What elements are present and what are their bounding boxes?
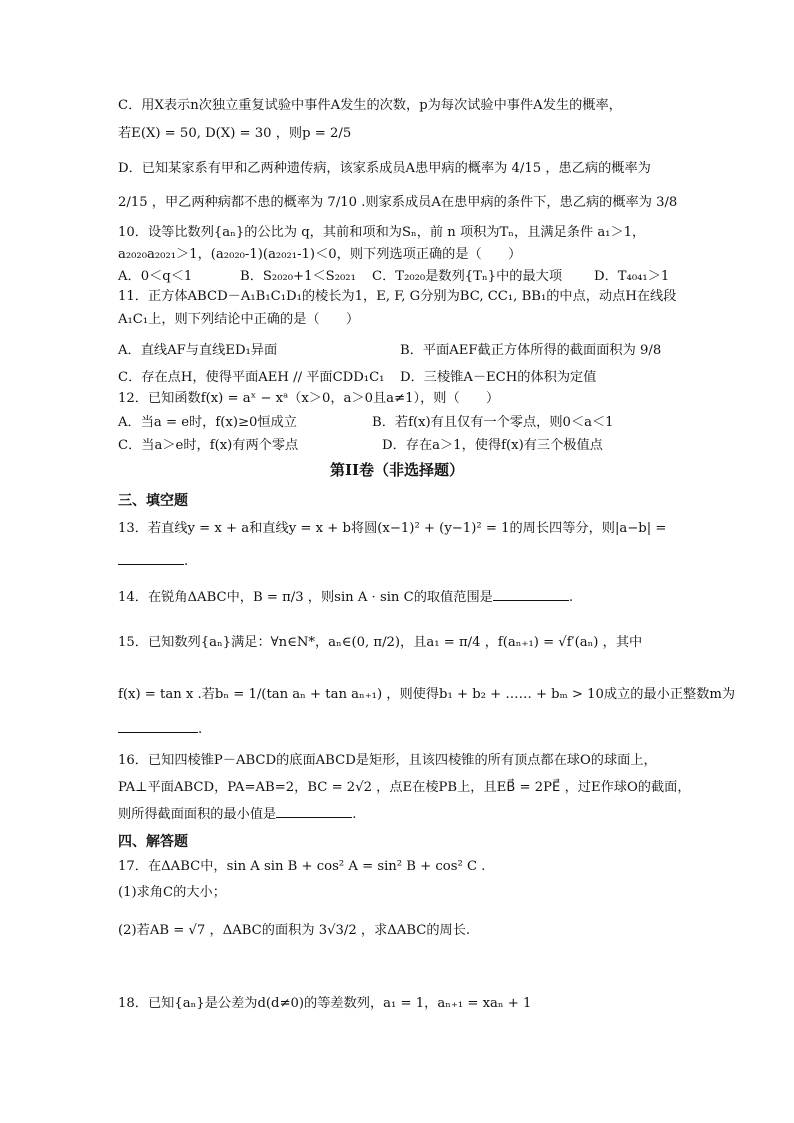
question-10-line1: 10．设等比数列{aₙ}的公比为 q，其前和项和为Sₙ，前 n 项积为Tₙ，且满足条件 a₁＞1， [118, 225, 646, 240]
q11-option-c: C．存在点H，使得平面AEH // 平面CDD₁C₁ [118, 370, 385, 385]
q10-option-a: A．0＜q＜1 [118, 269, 193, 284]
question-17-part-2: (2)若AB = √7 ，ΔABC的面积为 3√3/2 ，求ΔABC的周长. [118, 923, 471, 938]
question-18-stem: 18．已知{aₙ}是公差为d(d≠0)的等差数列，a₁ = 1，aₙ₊₁ = xaₙ + 1 [118, 996, 532, 1011]
question-10-line2: a₂₀₂₀a₂₀₂₁＞1，(a₂₀₂₀-1)(a₂₀₂₁-1)＜0，则下列选项正确的是（ ） [118, 247, 522, 262]
q12-option-b: B．若f(x)有且仅有一个零点，则0＜a＜1 [372, 415, 614, 430]
q11-option-d: D．三棱锥A－ECH的体积为定值 [400, 370, 597, 385]
question-11-line1: 11．正方体ABCD－A₁B₁C₁D₁的棱长为1，E, F, G分别为BC, CC₁, BB₁的中点，动点H在线段 [118, 289, 677, 304]
answer-blank [118, 552, 184, 565]
question-15-line1: 15．已知数列{aₙ}满足：∀n∈N*，aₙ∈(0, π/2)，且a₁ = π/4 ，f(aₙ₊₁) = √f′(aₙ) ，其中 [118, 635, 643, 650]
q10-option-c: C．T₂₀₂₀是数列{Tₙ}中的最大项 [372, 269, 563, 284]
option-9c-line1: C．用X表示n次独立重复试验中事件A发生的次数，p为每次试验中事件A发生的概率， [118, 98, 622, 113]
question-16-line2: PA⊥平面ABCD，PA=AB=2，BC = 2√2 ，点E在棱PB上，且EB⃗ = 2PE⃗ ，过E作球O的截面， [118, 780, 691, 795]
question-16-line1: 16．已知四棱锥P－ABCD的底面ABCD是矩形，且该四棱锥的所有顶点都在球O的球面上， [118, 753, 657, 768]
question-12-stem: 12．已知函数f(x) = aˣ − xᵃ（x＞0，a＞0且a≠1），则（ ） [118, 391, 500, 406]
question-13-answer-line: . [118, 552, 188, 571]
option-9d-line1: D．已知某家系有甲和乙两种遗传病，该家系成员A患甲病的概率为 4/15 ，患乙病的概率为 [118, 161, 651, 176]
question-16-line3: 则所得截面面积的最小值是 . [118, 807, 357, 822]
q12-option-d: D．存在a＞1，使得f(x)有三个极值点 [382, 438, 603, 453]
q12-option-c: C．当a＞e时，f(x)有两个零点 [118, 438, 299, 453]
part-2-title: 第II卷（非选择题） [329, 461, 465, 479]
answer-blank [118, 720, 198, 733]
question-15-line2: f(x) = tan x .若bₙ = 1/(tan aₙ + tan aₙ₊₁) ，则使得b₁ + b₂ + …… + bₘ > 10成立的最小正整数m为 [118, 687, 736, 702]
question-11-line2: A₁C₁上，则下列结论中正确的是（ ） [118, 312, 360, 327]
q11-option-b: B．平面AEF截正方体所得的截面面积为 9/8 [400, 343, 662, 358]
question-13: 13．若直线y = x + a和直线y = x + b将圆(x−1)² + (y−1)² = 1的周长四等分，则|a−b| = [118, 521, 667, 536]
answer-blank [276, 805, 352, 818]
question-14: 14．在锐角ΔABC中，B = π/3 ，则sin A · sin C的取值范围是 . [118, 590, 574, 605]
section-solutions-heading: 四、解答题 [118, 834, 188, 850]
option-9d-line2: 2/15 ，甲乙两种病都不患的概率为 7/10 .则家系成员A在患甲病的条件下，患乙病的概率为 3/8 [118, 195, 678, 210]
answer-blank [493, 588, 569, 601]
question-17-stem: 17．在ΔABC中，sin A sin B + cos² A = sin² B + cos² C . [118, 859, 486, 874]
question-17-part-1: (1)求角C的大小； [118, 885, 226, 900]
question-15-answer-line: . [118, 720, 202, 739]
section-fill-in-heading: 三、填空题 [118, 493, 188, 509]
q10-option-b: B．S₂₀₂₀+1＜S₂₀₂₁ [240, 269, 356, 284]
q12-option-a: A．当a = e时，f(x)≥0恒成立 [118, 415, 297, 430]
q11-option-a: A．直线AF与直线ED₁异面 [118, 343, 278, 358]
q10-option-d: D．T₄₀₄₁＞1 [594, 269, 670, 284]
option-9c-line2: 若E(X) = 50, D(X) = 30 ，则p = 2/5 [118, 126, 352, 141]
